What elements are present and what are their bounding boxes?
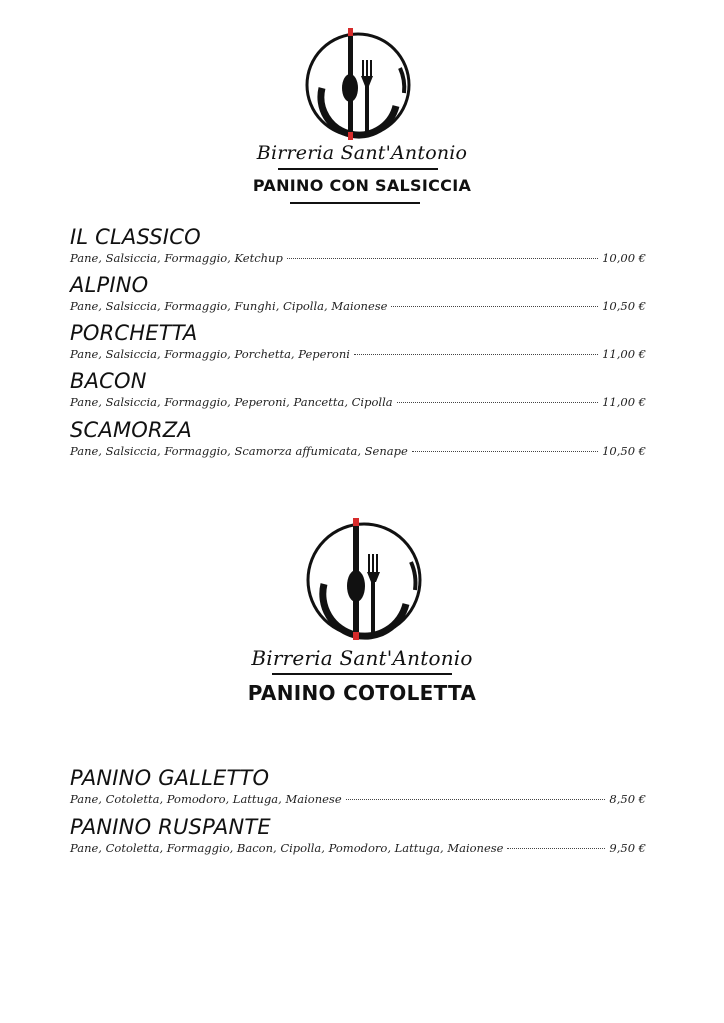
dot-leader bbox=[391, 306, 598, 307]
item-price: 10,50 € bbox=[602, 299, 646, 313]
brand-underline bbox=[272, 673, 452, 675]
item-description: Pane, Salsiccia, Formaggio, Scamorza affumicata, Senape bbox=[70, 444, 408, 458]
dot-leader bbox=[354, 354, 598, 355]
menu-item bbox=[70, 417, 646, 459]
item-price: 9,50 € bbox=[609, 841, 646, 855]
item-price: 11,00 € bbox=[602, 395, 646, 409]
dot-leader bbox=[507, 848, 605, 849]
item-description: Pane, Cotoletta, Pomodoro, Lattuga, Maionese bbox=[70, 792, 342, 806]
item-price: 10,00 € bbox=[602, 251, 646, 265]
item-name: BACON bbox=[70, 369, 147, 393]
dot-leader bbox=[397, 402, 598, 403]
item-line bbox=[70, 443, 646, 459]
item-name: PORCHETTA bbox=[70, 321, 198, 345]
title-underline bbox=[290, 202, 420, 204]
item-line bbox=[70, 840, 646, 856]
item-price: 8,50 € bbox=[609, 792, 646, 806]
menu-item bbox=[70, 765, 646, 807]
plate-fork-spoon-logo-icon bbox=[300, 518, 430, 643]
section-title: PANINO COTOLETTA bbox=[247, 681, 477, 705]
brand-underline bbox=[278, 168, 438, 170]
brand-name: Birreria Sant'Antonio bbox=[251, 646, 473, 670]
item-description: Pane, Salsiccia, Formaggio, Porchetta, Peperoni bbox=[70, 347, 350, 361]
item-description: Pane, Salsiccia, Formaggio, Peperoni, Pancetta, Cipolla bbox=[70, 395, 393, 409]
menu-item bbox=[70, 224, 646, 266]
item-description: Pane, Cotoletta, Formaggio, Bacon, Cipolla, Pomodoro, Lattuga, Maionese bbox=[70, 841, 504, 855]
item-line bbox=[70, 346, 646, 362]
item-name: PANINO GALLETTO bbox=[70, 766, 270, 790]
item-name: PANINO RUSPANTE bbox=[70, 815, 271, 839]
item-name: IL CLASSICO bbox=[70, 225, 201, 249]
plate-fork-spoon-logo-icon bbox=[300, 28, 420, 143]
item-name: ALPINO bbox=[70, 273, 149, 297]
item-line bbox=[70, 791, 646, 807]
item-price: 11,00 € bbox=[602, 347, 646, 361]
item-name: SCAMORZA bbox=[70, 418, 192, 442]
menu-item bbox=[70, 272, 646, 314]
item-line bbox=[70, 298, 646, 314]
menu-item bbox=[70, 320, 646, 362]
section-title: PANINO CON SALSICCIA bbox=[252, 176, 472, 195]
item-line bbox=[70, 394, 646, 410]
menu-item bbox=[70, 814, 646, 856]
item-line bbox=[70, 250, 646, 266]
menu-item bbox=[70, 368, 646, 410]
dot-leader bbox=[412, 451, 598, 452]
item-description: Pane, Salsiccia, Formaggio, Ketchup bbox=[70, 251, 283, 265]
dot-leader bbox=[346, 799, 606, 800]
brand-name: Birreria Sant'Antonio bbox=[256, 142, 468, 164]
item-description: Pane, Salsiccia, Formaggio, Funghi, Cipolla, Maionese bbox=[70, 299, 388, 313]
item-price: 10,50 € bbox=[602, 444, 646, 458]
dot-leader bbox=[287, 258, 598, 259]
